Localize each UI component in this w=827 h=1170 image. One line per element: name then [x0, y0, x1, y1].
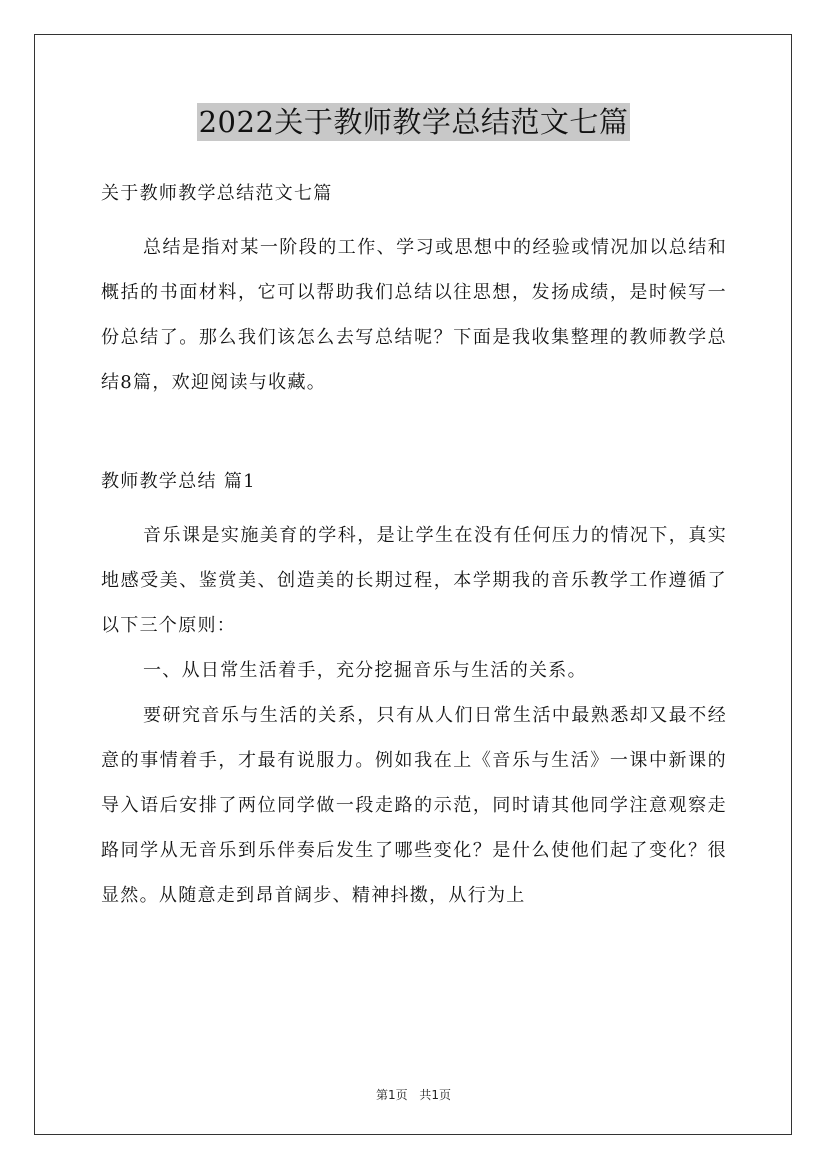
page-footer — [0, 1086, 827, 1103]
document-title: 2022关于教师教学总结范文七篇 — [198, 105, 629, 139]
section-heading: 教师教学总结 篇1 — [101, 471, 256, 492]
page-number: 第1页 — [375, 1088, 408, 1102]
section-spacer — [101, 405, 727, 465]
title-container — [0, 103, 827, 141]
spacer — [101, 499, 727, 513]
intro-paragraph: 总结是指对某一阶段的工作、学习或思想中的经验或情况加以总结和概括的书面材料，它可以帮助我们总结以往思想，发扬成绩，是时候写一份总结了。那么我们该怎么去写总结呢？下面是我收集整理的教师教学总结8篇，欢迎阅读与收藏。 — [101, 237, 727, 393]
body-paragraph-2: 一、从日常生活着手，充分挖掘音乐与生活的关系。 — [143, 660, 587, 681]
page-total: 共1页 — [419, 1088, 452, 1102]
spacer — [101, 211, 727, 225]
document-body — [101, 177, 727, 918]
document-subtitle: 关于教师教学总结范文七篇 — [101, 183, 333, 204]
body-paragraph-1: 音乐课是实施美育的学科，是让学生在没有任何压力的情况下，真实地感受美、鉴赏美、创造美的长期过程，本学期我的音乐教学工作遵循了以下三个原则： — [101, 525, 727, 636]
body-paragraph-3: 要研究音乐与生活的关系，只有从人们日常生活中最熟悉却又最不经意的事情着手，才最有说服力。例如我在上《音乐与生活》一课中新课的导入语后安排了两位同学做一段走路的示范，同时请其他同学注意观察走路同学从无音乐到乐伴奏后发生了哪些变化？是什么使他们起了变化？很显然。从随意走到昂首阔步、精神抖擞，从行为上 — [101, 705, 727, 906]
